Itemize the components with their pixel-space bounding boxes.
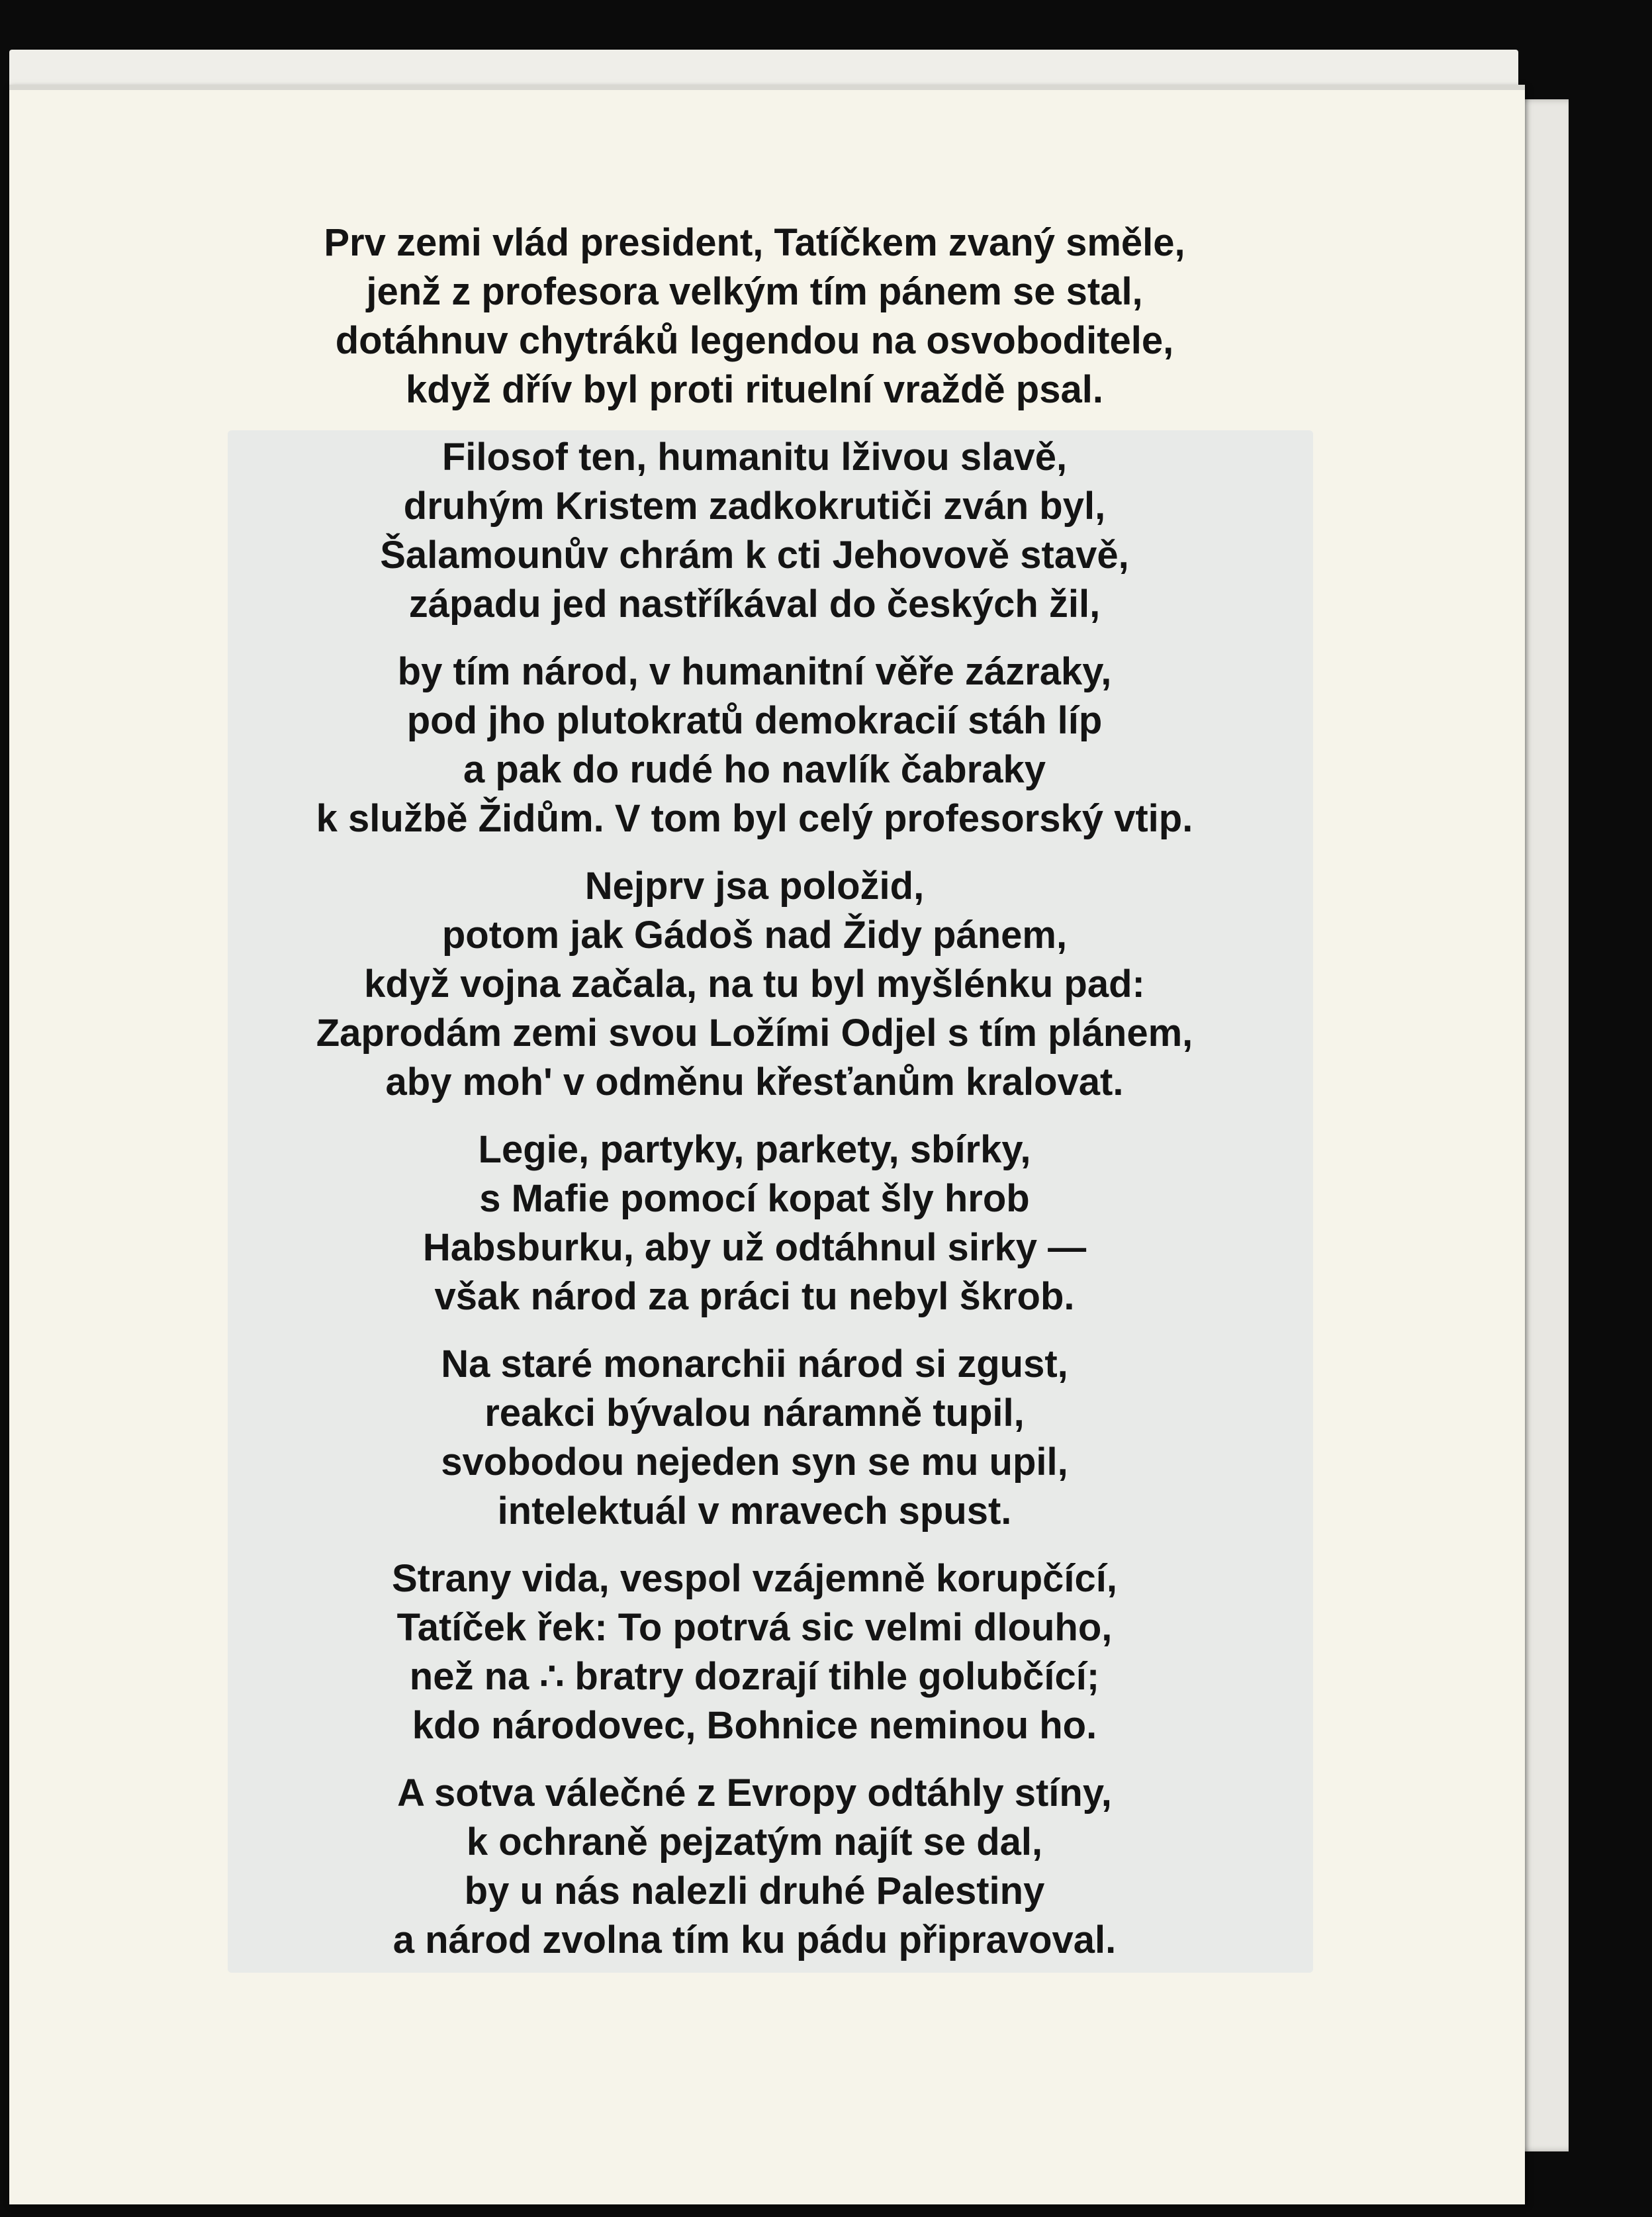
poem-line: aby moh' v odměnu křesťanům kralovat. <box>385 1061 1124 1104</box>
stanza-6 <box>159 1340 1350 1536</box>
stanza-1 <box>159 218 1350 414</box>
poem-line: a národ zvolna tím ku pádu připravoval. <box>392 1918 1117 1961</box>
poem-line: však národ za práci tu nebyl škrob. <box>434 1275 1075 1318</box>
stanza-7 <box>159 1554 1350 1750</box>
poem-line: svobodou nejeden syn se mu upil, <box>441 1440 1068 1484</box>
poem-line: kdo národovec, Bohnice neminou ho. <box>412 1704 1097 1747</box>
poem-line: reakci bývalou náramně tupil, <box>484 1392 1025 1435</box>
poem-line: druhým Kristem zadkokrutiči zván byl, <box>403 485 1106 528</box>
poem-line: Nejprv jsa položid, <box>584 865 925 908</box>
stanza-8 <box>159 1769 1350 1965</box>
page-top-edge <box>9 85 1525 90</box>
poem-line: dotáhnuv chytráků legendou na osvoboditele, <box>335 319 1174 362</box>
poem-line: když dřív byl proti rituelní vraždě psal. <box>406 368 1103 411</box>
stanza-4 <box>159 862 1350 1107</box>
poem-line: intelektuál v mravech spust. <box>497 1489 1012 1533</box>
poem-line: a pak do rudé ho navlík čabraky <box>463 748 1046 791</box>
stanza-3 <box>159 647 1350 843</box>
stanza-2 <box>159 433 1350 629</box>
poem-line: než na ∴ bratry dozrají tihle golubčící; <box>409 1655 1100 1698</box>
poem-line: Filosof ten, humanitu lživou slavě, <box>441 436 1068 479</box>
poem-line: Prv zemi vlád president, Tatíčkem zvaný směle, <box>324 221 1185 264</box>
poem-line: Legie, partyky, parkety, sbírky, <box>478 1128 1031 1171</box>
poem-line: Tatíček řek: To potrvá sic velmi dlouho, <box>396 1606 1113 1649</box>
poem-line: potom jak Gádoš nad Židy pánem, <box>441 914 1068 957</box>
poem-text <box>159 218 1350 1983</box>
poem-line: Šalamounův chrám k cti Jehovově stavě, <box>380 534 1129 577</box>
poem-line: s Mafie pomocí kopat šly hrob <box>479 1177 1030 1220</box>
poem-line: Habsburku, aby už odtáhnul sirky — <box>422 1226 1087 1269</box>
poem-line: Strany vida, vespol vzájemně korupčící, <box>392 1557 1117 1600</box>
poem-line: když vojna začala, na tu byl myšlénku pad: <box>364 963 1145 1006</box>
poem-line: pod jho plutokratů demokracií stáh líp <box>406 699 1103 742</box>
poem-line: k službě Židům. V tom byl celý profesorský vtip. <box>316 797 1193 840</box>
poem-line: by tím národ, v humanitní věře zázraky, <box>397 650 1112 693</box>
poem-line: západu jed nastříkával do českých žil, <box>408 583 1101 626</box>
poem-line: k ochraně pejzatým najít se dal, <box>466 1820 1043 1863</box>
poem-line: jenž z profesora velkým tím pánem se stal, <box>366 270 1143 313</box>
poem-line: Na staré monarchii národ si zgust, <box>441 1343 1068 1386</box>
stanza-5 <box>159 1125 1350 1321</box>
poem-line: A sotva válečné z Evropy odtáhly stíny, <box>397 1771 1112 1815</box>
poem-line: by u nás nalezli druhé Palestiny <box>464 1869 1045 1912</box>
poem-line: Zaprodám zemi svou Ložími Odjel s tím plánem, <box>316 1012 1193 1055</box>
